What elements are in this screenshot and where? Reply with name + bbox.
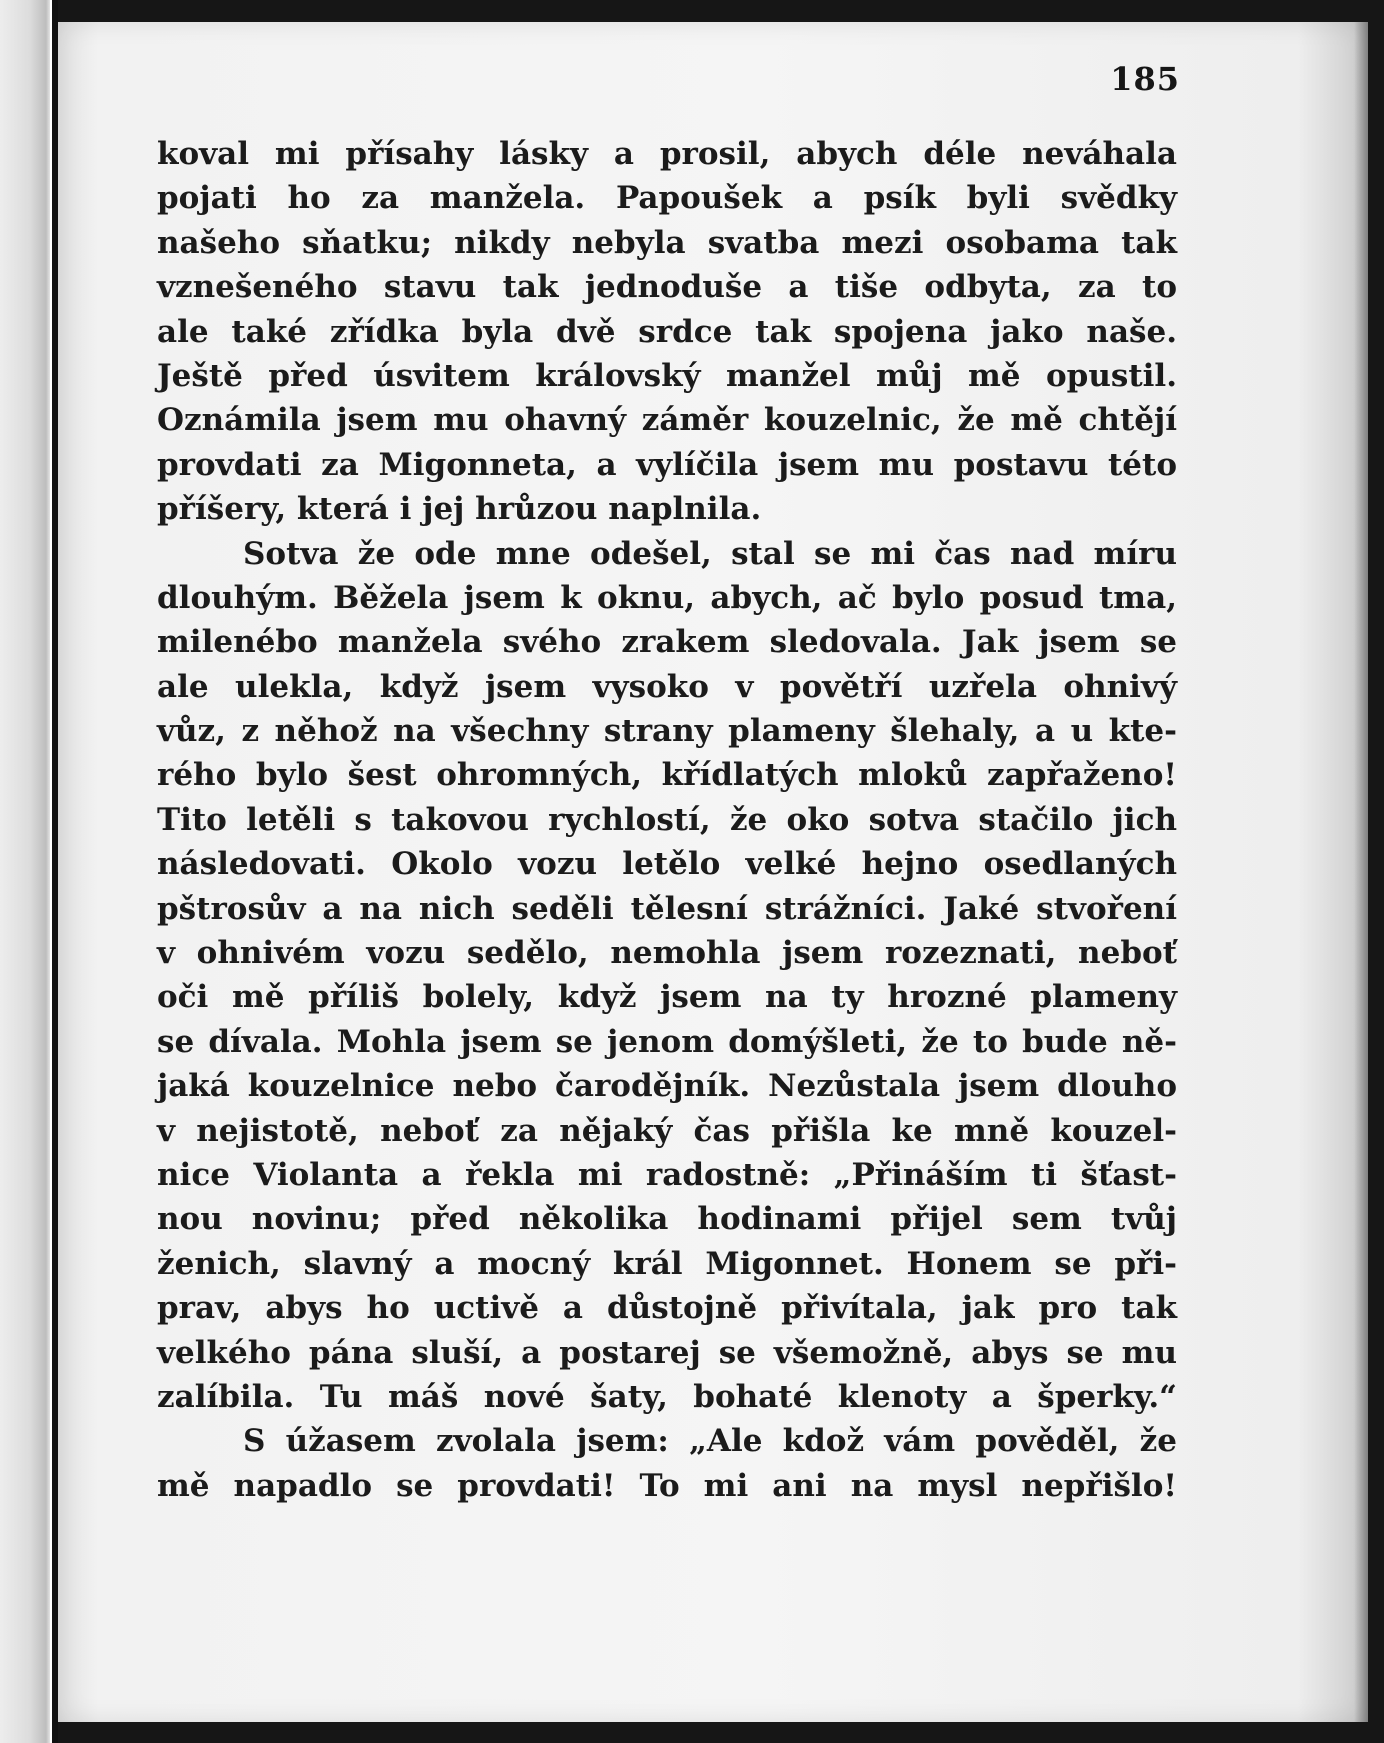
scan-border-bottom	[58, 1722, 1384, 1743]
text-line: příšery, která i jej hrůzou naplnila.	[157, 491, 762, 528]
text-line: našeho sňatku; nikdy nebyla svatba mezi osobama tak	[157, 224, 1177, 261]
page-number: 185	[1110, 60, 1180, 98]
text-line: S úžasem zvolala jsem: „Ale kdož vám pověděl, že	[243, 1423, 1177, 1460]
text-line: rého bylo šest ohromných, křídlatých mloků zapřaženo!	[157, 757, 1177, 794]
text-line: následovati. Okolo vozu letělo velké hejno osedlaných	[157, 846, 1177, 883]
text-line: Oznámila jsem mu ohavný záměr kouzelnic, že mě chtějí	[157, 402, 1177, 439]
text-line: nice Violanta a řekla mi radostně: „Přináším ti šťast-	[157, 1156, 1177, 1193]
text-line: zalíbila. Tu máš nové šaty, bohaté klenoty a šperky.“	[157, 1378, 1177, 1415]
text-line: ženich, slavný a mocný král Migonnet. Honem se při-	[157, 1245, 1177, 1282]
text-line: prav, abys ho uctivě a důstojně přivítala, jak pro tak	[157, 1290, 1177, 1327]
text-line: v ohnivém vozu sedělo, nemohla jsem rozeznati, neboť	[157, 935, 1177, 972]
text-line: Tito letěli s takovou rychlostí, že oko sotva stačilo jich	[157, 801, 1177, 838]
text-line: dlouhým. Běžela jsem k oknu, abych, ač bylo posud tma,	[157, 579, 1177, 616]
text-line: mě napadlo se provdati! To mi ani na mysl nepřišlo!	[157, 1467, 1177, 1504]
scan-border-top	[58, 0, 1384, 22]
text-line: ale také zřídka byla dvě srdce tak spojena jako naše.	[157, 313, 1177, 350]
text-line: milenébo manžela svého zrakem sledovala. Jak jsem se	[157, 624, 1177, 661]
previous-page-edge	[0, 0, 50, 1743]
text-line: se dívala. Mohla jsem se jenom domýšleti, že to bude ně-	[157, 1023, 1177, 1060]
scan-border-right	[1368, 0, 1384, 1743]
body-text	[157, 132, 1177, 1508]
text-line: Sotva že ode mne odešel, stal se mi čas nad míru	[243, 535, 1177, 572]
text-line: oči mě příliš bolely, když jsem na ty hrozné plameny	[157, 979, 1177, 1016]
text-line: Ještě před úsvitem královský manžel můj mě opustil.	[157, 357, 1177, 394]
text-line: vznešeného stavu tak jednoduše a tiše odbyta, za to	[157, 269, 1177, 306]
text-line: pojati ho za manžela. Papoušek a psík byli svědky	[157, 180, 1177, 217]
text-line: ale ulekla, když jsem vysoko v povětří uzřela ohnivý	[157, 668, 1177, 705]
text-line: nou novinu; před několika hodinami přijel sem tvůj	[157, 1201, 1177, 1238]
text-line: vůz, z něhož na všechny strany plameny šlehaly, a u kte-	[157, 713, 1177, 750]
page-edge-shadow	[1354, 22, 1368, 1722]
text-line: provdati za Migonneta, a vylíčila jsem mu postavu této	[157, 446, 1177, 483]
text-line: velkého pána sluší, a postarej se všemožně, abys se mu	[157, 1334, 1177, 1371]
text-line: jaká kouzelnice nebo čarodějník. Nezůstala jsem dlouho	[157, 1068, 1177, 1105]
text-line: pštrosův a na nich seděli tělesní strážníci. Jaké stvoření	[157, 890, 1177, 927]
text-line: koval mi přísahy lásky a prosil, abych déle neváhala	[157, 136, 1177, 172]
text-line: v nejistotě, neboť za nějaký čas přišla ke mně kouzel-	[157, 1112, 1177, 1149]
